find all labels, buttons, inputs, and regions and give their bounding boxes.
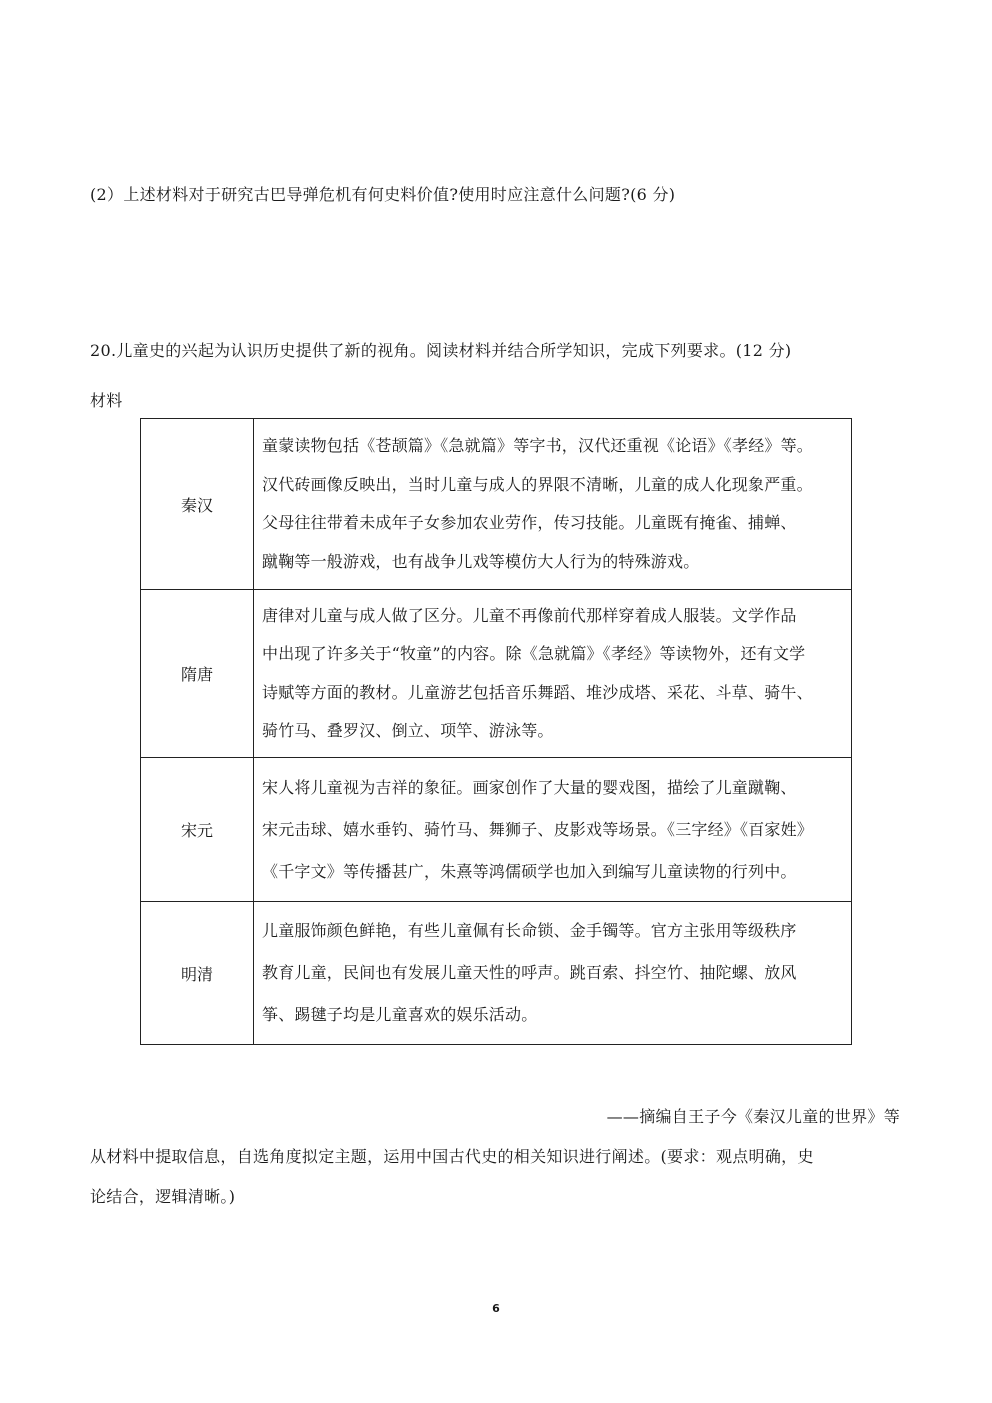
content-line: 《千字文》等传播甚广，朱熹等鸿儒硕学也加入到编写儿童读物的行列中。 bbox=[262, 861, 797, 881]
era-cell: 宋元 bbox=[141, 758, 254, 902]
content-line: 宋人将儿童视为吉祥的象征。画家创作了大量的婴戏图，描绘了儿童蹴鞠、 bbox=[262, 777, 797, 797]
content-line: 父母往往带着未成年子女参加农业劳作，传习技能。儿童既有掩雀、捕蝉、 bbox=[262, 513, 797, 532]
requirement-text-continued: 论结合，逻辑清晰。) bbox=[90, 1187, 236, 1206]
table-row-mingqing bbox=[141, 902, 852, 1045]
content-line: 骑竹马、叠罗汉、倒立、项竿、游泳等。 bbox=[262, 721, 554, 740]
content-line: 诗赋等方面的教材。儿童游艺包括音乐舞蹈、堆沙成塔、采花、斗草、骑牛、 bbox=[262, 682, 813, 702]
content-cell bbox=[254, 902, 852, 1045]
material-label: 材料 bbox=[90, 391, 123, 410]
requirement-text: 从材料中提取信息，自选角度拟定主题，运用中国古代史的相关知识进行阐述。(要求：观点明确，史 bbox=[90, 1147, 814, 1166]
page-number: 6 bbox=[492, 1302, 500, 1315]
source-citation: ——摘编自王子今《秦汉儿童的世界》等 bbox=[606, 1107, 900, 1126]
materials-table bbox=[140, 418, 852, 1045]
content-line: 教育儿童，民间也有发展儿童天性的呼声。跳百索、抖空竹、抽陀螺、放风 bbox=[262, 963, 797, 982]
content-line: 儿童服饰颜色鲜艳，有些儿童佩有长命锁、金手镯等。官方主张用等级秩序 bbox=[262, 921, 797, 940]
era-cell: 明清 bbox=[141, 902, 254, 1045]
content-line: 童蒙读物包括《苍颉篇》《急就篇》等字书，汉代还重视《论语》《孝经》等。 bbox=[262, 436, 814, 455]
content-line: 蹴鞠等一般游戏，也有战争儿戏等模仿大人行为的特殊游戏。 bbox=[262, 551, 700, 571]
table-row-suitang bbox=[141, 590, 852, 758]
content-cell bbox=[254, 590, 852, 758]
content-cell bbox=[254, 419, 852, 590]
content-line: 中出现了许多关于“牧童”的内容。除《急就篇》《孝经》等读物外，还有文学 bbox=[262, 644, 806, 663]
content-line: 宋元击球、嬉水垂钓、骑竹马、舞狮子、皮影戏等场景。《三字经》《百家姓》 bbox=[262, 819, 814, 839]
table-row-qinhan bbox=[141, 419, 852, 590]
question-20-prompt: 20.儿童史的兴起为认识历史提供了新的视角。阅读材料并结合所学知识，完成下列要求。(12 分) bbox=[90, 341, 792, 360]
content-cell bbox=[254, 758, 852, 902]
table-row-songyuan bbox=[141, 758, 852, 902]
content-line: 唐律对儿童与成人做了区分。儿童不再像前代那样穿着成人服装。文学作品 bbox=[262, 605, 797, 625]
content-line: 筝、踢毽子均是儿童喜欢的娱乐活动。 bbox=[262, 1005, 538, 1024]
era-cell: 隋唐 bbox=[141, 590, 254, 758]
content-line: 汉代砖画像反映出，当时儿童与成人的界限不清晰，儿童的成人化现象严重。 bbox=[262, 474, 813, 494]
era-cell: 秦汉 bbox=[141, 419, 254, 590]
question-2-text: (2）上述材料对于研究古巴导弹危机有何史料价值?使用时应注意什么问题?(6 分) bbox=[90, 185, 676, 204]
